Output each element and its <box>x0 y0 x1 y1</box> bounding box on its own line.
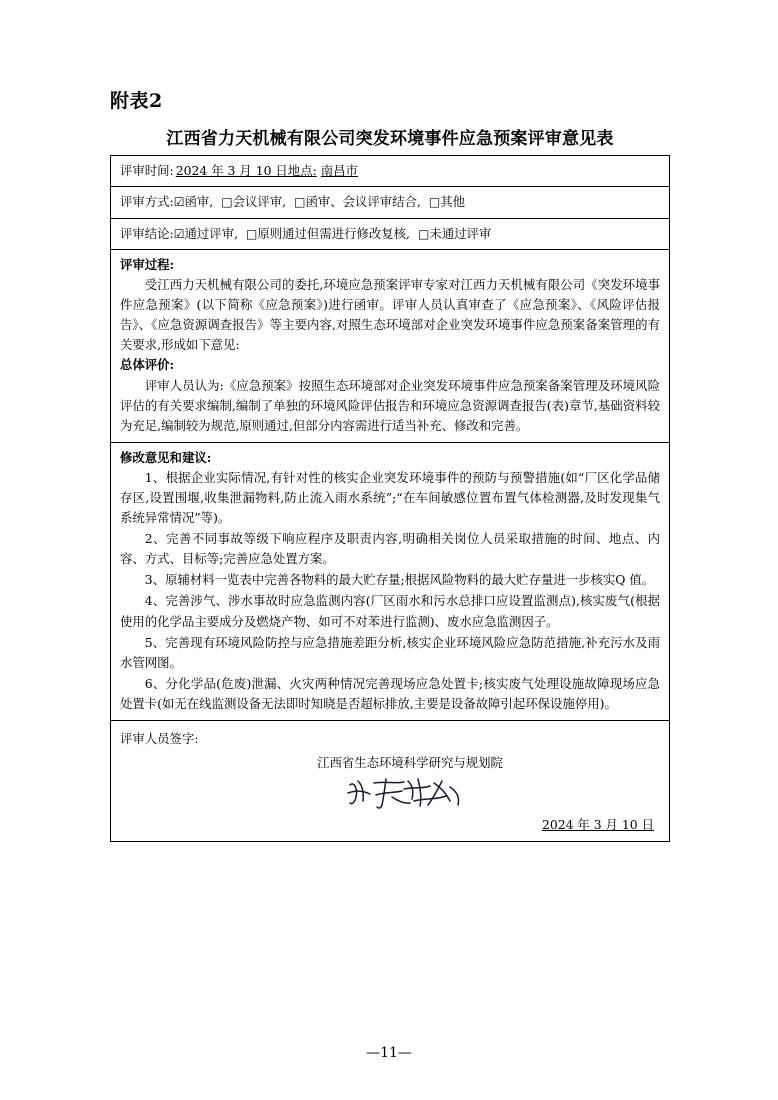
checkbox-checked-icon[interactable]: ☑ <box>173 226 185 241</box>
suggestion-item: 4、完善涉气、涉水事故时应急监测内容(厂区雨水和污水总排口应设置监测点),核实废气(根据使用的化学品主要成分及燃烧产物、如可不对苯进行监测)、废水应急监测因子。 <box>120 593 660 629</box>
signature-date: 2024 年 3 月 10 日 <box>541 817 654 833</box>
table-row-review-conclusion <box>111 219 669 250</box>
review-place-value: 南昌市 <box>320 163 358 178</box>
table-row-review-method <box>111 187 669 218</box>
review-method-option-3[interactable]: □其他 <box>428 194 466 210</box>
checkbox-empty-icon[interactable]: □ <box>246 226 258 241</box>
suggestions-heading: 修改意见和建议: <box>120 449 212 465</box>
suggestion-item: 1、根据企业实际情况,有针对性的核实企业突发环境事件的预防与预警措施(如“厂区化学品储存区,设置围堰,收集泄漏物料,防止流入雨水系统”;“在车间敏感位置布置气体检测器,及时发现集气系统异常情况”等)。 <box>120 469 660 526</box>
overall-heading: 总体评价: <box>120 357 175 373</box>
checkbox-empty-icon[interactable]: □ <box>294 195 306 210</box>
table-row-review-time <box>111 156 669 187</box>
suggestion-item: 3、原辅材料一览表中完善各物料的最大贮存量;根据风险物料的最大贮存量进一步核实Q 值。 <box>144 572 655 588</box>
suggestion-item: 2、完善不同事故等级下响应程序及职责内容,明确相关岗位人员采取措施的时间、地点、内容、方式、目标等;完善应急处置方案。 <box>120 531 660 567</box>
institute-name: 江西省生态环境科学研究与规划院 <box>317 755 503 771</box>
review-time-label: 评审时间: <box>120 163 174 178</box>
review-method-option-2[interactable]: □函审、会议评审结合, <box>294 194 421 210</box>
review-method-option-1[interactable]: □会议评审, <box>221 194 287 210</box>
checkbox-empty-icon[interactable]: □ <box>428 195 441 210</box>
suggestion-item: 5、完善现有环境风险防控与应急措施差距分析,核实企业环境风险应急防范措施,补充污水及雨水管网图。 <box>120 634 660 670</box>
table-row-suggestions <box>111 443 669 721</box>
checkbox-empty-icon[interactable]: □ <box>221 195 233 210</box>
signature-area <box>120 773 660 813</box>
overall-paragraph: 评审人员认为:《应急预案》按照生态环境部对企业突发环境事件应急预案备案管理及环境风险评估的有关要求编制,编制了单独的环境风险评估报告和环境应急资源调查报告(表)章节,基础资料较为充足,编制较为规范,原则通过,但部分内容需进行适当补充、修改和完善。 <box>120 377 660 433</box>
review-conclusion-label: 评审结论: <box>120 225 174 241</box>
review-conclusion-option-2[interactable]: □未通过评审 <box>418 225 492 241</box>
review-opinion-table <box>110 155 670 842</box>
signature-label: 评审人员签字: <box>120 731 199 747</box>
handwritten-signature-icon <box>346 775 466 811</box>
table-row-review-process <box>111 250 669 443</box>
table-row-signature <box>111 721 669 841</box>
review-method-option-0[interactable]: ☑函审, <box>173 194 214 210</box>
review-method-label: 评审方式: <box>120 194 174 210</box>
attachment-label: 附表2 <box>110 90 163 112</box>
process-heading: 评审过程: <box>120 256 175 272</box>
review-conclusion-option-0[interactable]: ☑通过评审, <box>173 225 239 241</box>
review-time-value: 2024 年 3 月 10 日地点: <box>175 163 317 178</box>
suggestion-item: 6、分化学品(危废)泄漏、火灾两种情况完善现场应急处置卡;核实废气处理设施故障现场应急处置卡(如无在线监测设备无法即时知晓是否超标排放,主要是设备故障引起环保设施停用)。 <box>120 675 660 711</box>
checkbox-checked-icon[interactable]: ☑ <box>173 195 185 210</box>
page-number: —11— <box>366 1045 412 1061</box>
review-conclusion-option-1[interactable]: □原则通过但需进行修改复核, <box>246 225 411 241</box>
checkbox-empty-icon[interactable]: □ <box>418 226 430 241</box>
process-paragraph: 受江西力天机械有限公司的委托,环境应急预案评审专家对江西力天机械有限公司《突发环境事件应急预案》(以下简称《应急预案》)进行函审。评审人员认真审查了《应急预案》、《风险评估报告》、《应急资源调查报告》等主要内容,对照生态环境部对企业突发环境事件应急预案备案管理的有关要求,形成如下意见: <box>120 277 660 353</box>
page-title: 江西省力天机械有限公司突发环境事件应急预案评审意见表 <box>166 129 614 149</box>
